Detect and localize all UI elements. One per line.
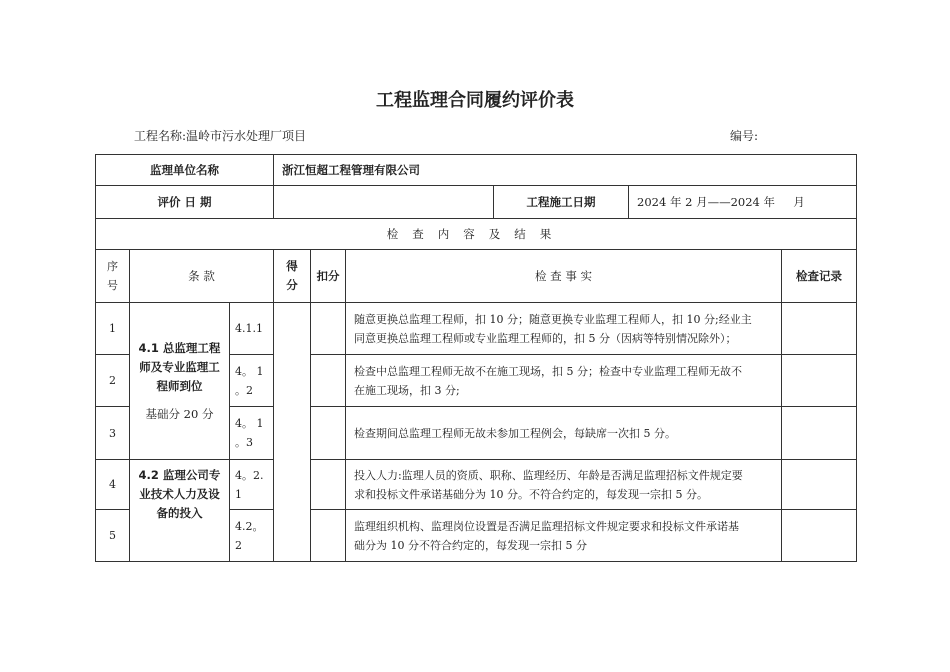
deduct-header: 扣分 — [311, 250, 346, 303]
clause-group-4-1 — [130, 303, 230, 460]
base-score: 基础分 20 分 — [145, 406, 214, 421]
fact-cell — [346, 355, 782, 407]
seq-cell: 2 — [96, 355, 130, 407]
facts-header: 检 查 事 实 — [346, 250, 782, 303]
seq-cell: 1 — [96, 303, 130, 355]
construction-date-value: 2024 年 2 月——2024 年 月 — [629, 186, 857, 219]
fact-line-1: 投入人力:监理人员的资质、职称、监理经历、年龄是否满足监理招标文件规定要 — [354, 468, 743, 482]
clause-group-title: 业技术人力及设 — [139, 487, 220, 501]
fact-line-2: 础分为 10 分不符合约定的，每发现一宗扣 5 分 — [354, 538, 587, 552]
document-title: 工程监理合同履约评价表 — [376, 90, 574, 111]
seq-header-line-1: 序 — [107, 260, 118, 273]
score-header-line-1: 得 — [286, 259, 298, 273]
fact-line-1: 监理组织机构、监理岗位设置是否满足监理招标文件规定要求和投标文件承诺基 — [354, 519, 740, 533]
fact-cell — [346, 303, 782, 355]
sub-clause-cell — [230, 303, 274, 355]
fact-cell — [346, 510, 782, 562]
seq-cell: 3 — [96, 407, 130, 460]
fact-cell — [346, 460, 782, 510]
deduct-cell — [311, 460, 346, 510]
sub-clause-line-1: 4。 1 — [235, 417, 264, 430]
fact-line-2: 同意更换总监理工程师或专业监理工程师的，扣 5 分（因病等特别情况除外）； — [354, 331, 737, 345]
deduct-cell — [311, 407, 346, 460]
clause-group-title: 备的投入 — [156, 506, 203, 520]
clause-group-title: 4.2 监理公司专 — [138, 468, 221, 482]
eval-date-value — [274, 186, 494, 219]
evaluation-table — [95, 154, 857, 562]
record-cell — [782, 460, 857, 510]
sub-clause-cell — [230, 460, 274, 510]
seq-cell: 5 — [96, 510, 130, 562]
clause-group-title: 4.1 总监理工程 — [138, 340, 221, 355]
record-cell — [782, 355, 857, 407]
sub-clause-line-2: 。3 — [235, 436, 253, 449]
seq-cell: 4 — [96, 460, 130, 510]
unit-name-value: 浙江恒超工程管理有限公司 — [274, 155, 857, 186]
seq-header-line-2: 号 — [107, 279, 118, 292]
sub-clause-line-1: 4。2. — [235, 468, 264, 482]
score-cell — [274, 303, 311, 562]
record-cell — [782, 303, 857, 355]
clause-group-title: 程师到位 — [156, 378, 203, 393]
sub-clause-cell — [230, 355, 274, 407]
section-header: 检查内容及结果 — [96, 219, 857, 250]
score-header — [274, 250, 311, 303]
clause-header: 条 款 — [130, 250, 274, 303]
clause-group-4-2 — [130, 460, 230, 562]
sub-clause-line-1: 4.1.1 — [235, 322, 263, 335]
construction-date-label: 工程施工日期 — [494, 186, 629, 219]
deduct-cell — [311, 355, 346, 407]
fact-line-2: 求和投标文件承诺基础分为 10 分。不符合约定的，每发现一宗扣 5 分。 — [354, 487, 708, 501]
sub-clause-cell — [230, 510, 274, 562]
sub-clause-line-2: 1 — [235, 487, 242, 501]
fact-line-1: 随意更换总监理工程师，扣 10 分；随意更换专业监理工程师人，扣 10 分;经业主 — [354, 312, 752, 326]
record-header: 检查记录 — [782, 250, 857, 303]
sub-clause-cell — [230, 407, 274, 460]
project-name: 工程名称:温岭市污水处理厂项目 — [134, 129, 307, 143]
sub-clause-line-1: 4。 1 — [235, 364, 264, 378]
fact-line-2: 在施工现场，扣 3 分; — [354, 383, 460, 397]
clause-group-title: 师及专业监理工 — [139, 359, 220, 374]
score-header-line-2: 分 — [286, 278, 298, 292]
sub-clause-line-2: 。2 — [235, 383, 253, 397]
deduct-cell — [311, 510, 346, 562]
deduct-cell — [311, 303, 346, 355]
seq-header — [96, 250, 130, 303]
record-cell — [782, 510, 857, 562]
record-cell — [782, 407, 857, 460]
sub-clause-line-2: 2 — [235, 538, 242, 552]
fact-line-1: 检查期间总监理工程师无故未参加工程例会，每缺席一次扣 5 分。 — [354, 426, 677, 440]
fact-cell — [346, 407, 782, 460]
fact-line-1: 检查中总监理工程师无故不在施工现场，扣 5 分；检查中专业监理工程师无故不 — [354, 364, 743, 378]
document-number-label: 编号: — [730, 129, 759, 143]
unit-name-label: 监理单位名称 — [96, 155, 274, 186]
sub-clause-line-1: 4.2。 — [235, 519, 264, 533]
eval-date-label: 评价 日 期 — [96, 186, 274, 219]
